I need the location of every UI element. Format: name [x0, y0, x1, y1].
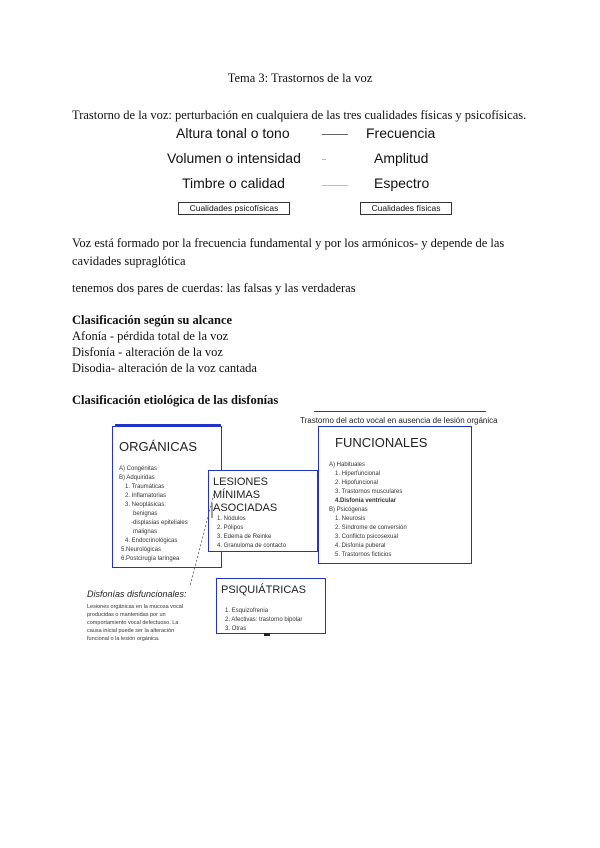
funcionales-item: 5. Trastornos ficticios: [335, 552, 392, 558]
intro-paragraph: Trastorno de la voz: perturbación en cualquiera de las tres cualidades físicas y psicofísicas.: [72, 108, 527, 122]
psychophysical-caption: Cualidades psicofísicas: [178, 202, 290, 215]
organicas-title: ORGÁNICAS: [119, 439, 198, 454]
page-title: Tema 3: Trastornos de la voz: [227, 71, 373, 85]
lesiones-item: 4. Granuloma de contacto: [217, 543, 287, 549]
psiquiatricas-title: PSIQUIÁTRICAS: [221, 584, 306, 596]
quality-left-3: Timbre o calidad: [182, 175, 285, 191]
disfuncionales-title: Disfonías disfuncionales:: [87, 589, 187, 599]
organicas-item: 5.Neurológicas: [121, 547, 162, 553]
psiquiatricas-item: 2. Afectivas: trastorno bipolar: [225, 617, 303, 623]
reach-heading: Clasificación según su alcance: [72, 313, 233, 327]
quality-left-1: Altura tonal o tono: [176, 125, 290, 141]
funcionales-item: 2. Hipofuncional: [335, 480, 379, 486]
organicas-item: malignas: [133, 529, 158, 535]
funcionales-title: FUNCIONALES: [335, 435, 428, 450]
organicas-item: 2. Inflamatorias: [125, 493, 167, 499]
disfuncionales-connector: [190, 494, 214, 586]
organicas-item: 6.Postcirugía laríngea: [121, 556, 180, 562]
funcionales-item: 4.Disfonía ventricular: [335, 498, 397, 504]
psiquiatricas-marker: [264, 633, 270, 636]
psiquiatricas-item: 3. Otras: [225, 626, 247, 632]
organicas-item: 3. Neoplásicas:: [125, 502, 167, 508]
quality-left-2: Volumen o intensidad: [167, 150, 301, 166]
funcionales-item: 2. Síndrome de conversión: [335, 525, 407, 531]
psiquiatricas-item: 1. Esquizofrenia: [225, 608, 269, 614]
reach-item-disfonia: Disfonía - alteración de la voz: [72, 345, 223, 359]
organicas-item: A) Congénitas: [119, 466, 158, 472]
disfuncionales-line: Lesiones orgánicas en la mucosa vocal: [87, 604, 184, 610]
quality-right-3: Espectro: [374, 175, 430, 191]
functional-note: Trastorno del acto vocal en ausencia de lesión orgánica: [300, 416, 498, 425]
disfuncionales-line: causa inicial puede ser la alteración: [87, 628, 175, 634]
disfuncionales-line: comportamiento vocal defectuoso. La: [87, 620, 179, 626]
lesiones-item: 2. Pólipos: [217, 525, 244, 531]
funcionales-item: 3. Conflicto psicosexual: [335, 534, 399, 540]
reach-item-afonia: Afonía - pérdida total de la voz: [72, 329, 229, 343]
organicas-item: 1. Traumáticas: [125, 484, 165, 490]
lesiones-item: 1. Nódulos: [217, 516, 246, 522]
organicas-item: benignas: [133, 511, 158, 517]
disfuncionales-line: producidas o mantenidas por un: [87, 612, 166, 618]
organicas-item: B) Adquiridas: [119, 475, 155, 481]
organicas-item: 4. Endocrinológicas: [125, 538, 178, 544]
funcionales-item: A) Habituales: [329, 462, 366, 468]
funcionales-item: B) Psicógenas: [329, 507, 368, 513]
voice-paragraph: Voz está formado por la frecuencia fundamental y por los armónicos- y depende de las cavidades supraglótica: [72, 236, 505, 268]
reach-item-disodia: Disodia- alteración de la voz cantada: [72, 361, 257, 375]
funcionales-item: 3. Trastornos musculares: [335, 489, 403, 495]
quality-right-2: Amplitud: [374, 150, 429, 166]
disfuncionales-line: funcional o la lesión orgánica.: [87, 636, 160, 642]
lesiones-title-line2: ASOCIADAS: [213, 502, 278, 514]
etiology-heading: Clasificación etiológica de las disfonías: [72, 393, 279, 407]
funcionales-item: 1. Neurosis: [335, 516, 366, 522]
cords-paragraph: tenemos dos pares de cuerdas: las falsas y las verdaderas: [72, 281, 356, 295]
funcionales-item: 1. Hiperfuncional: [335, 471, 381, 477]
organicas-item: -displasias epiteliales: [131, 520, 188, 526]
physical-caption: Cualidades físicas: [360, 202, 452, 215]
lesiones-item: 3. Edema de Reinke: [217, 534, 272, 540]
funcionales-item: 4. Disfonía puberal: [335, 543, 386, 549]
lesiones-title-line1: LESIONES MÍNIMAS: [213, 476, 269, 501]
quality-right-1: Frecuencia: [366, 125, 436, 141]
